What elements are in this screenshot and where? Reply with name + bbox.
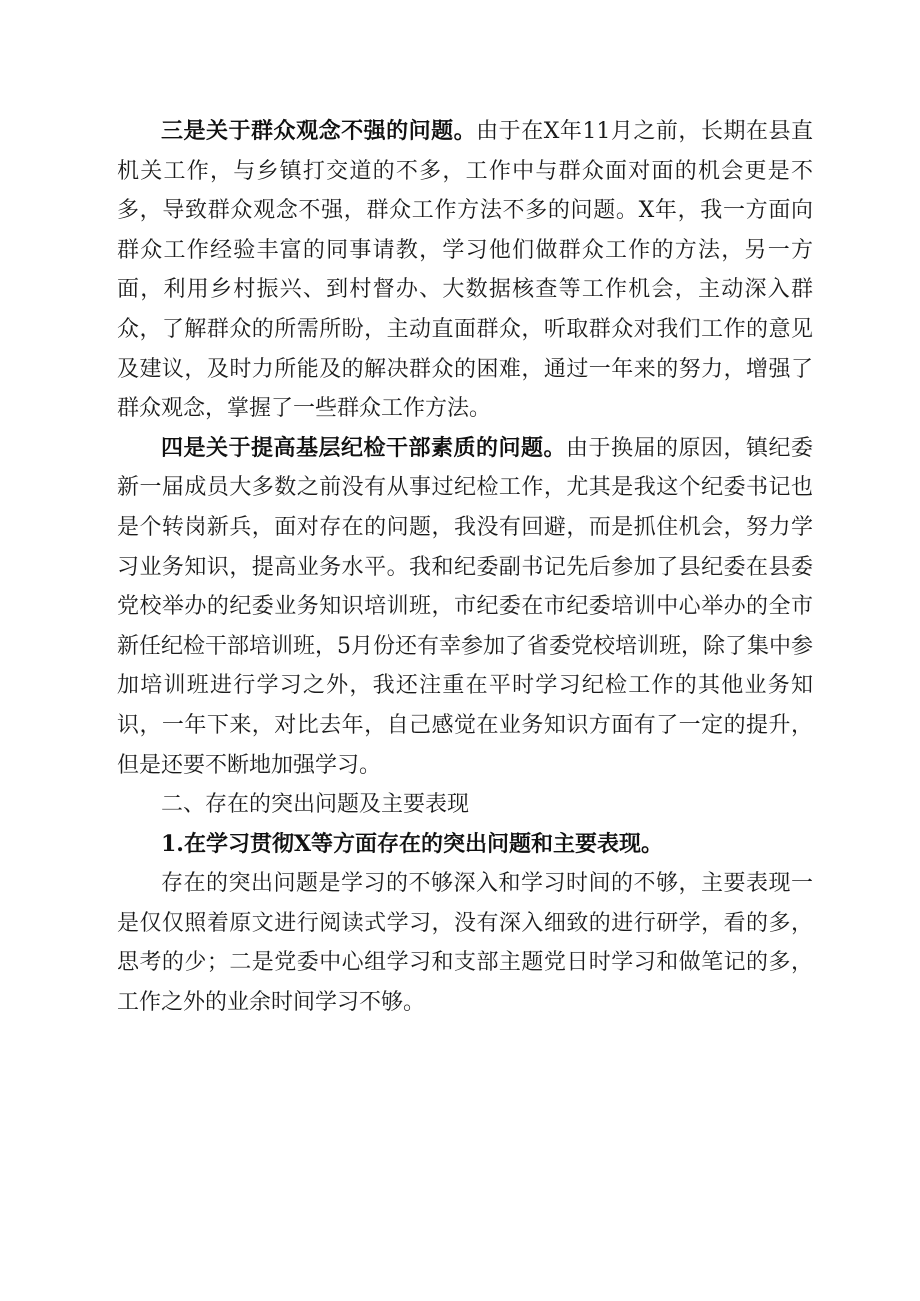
paragraph-cadre-quality (117, 429, 813, 785)
document-body (117, 112, 813, 1023)
paragraph-study-problems (117, 864, 813, 1022)
paragraph-text: 由于在X年11月之前，长期在县直机关工作，与乡镇打交道的不多，工作中与群众面对面的机会更是不多，导致群众观念不强，群众工作方法不多的问题。X年，我一方面向群众工作经验丰富的同事请教，学习他们做群众工作的方法，另一方面，利用乡村振兴、到村督办、大数据核查等工作机会，主动深入群众，了解群众的所需所盼，主动直面群众，听取群众对我们工作的意见及建议，及时力所能及的解决群众的困难，通过一年来的努力，增强了群众观念，掌握了一些群众工作方法。 (117, 119, 813, 422)
paragraph-text: 由于换届的原因，镇纪委新一届成员大多数之前没有从事过纪检工作，尤其是我这个纪委书记也是个转岗新兵，面对存在的问题，我没有回避，而是抓住机会，努力学习业务知识，提高业务水平。我和纪委副书记先后参加了县纪委在县委党校举办的纪委业务知识培训班，市纪委在市纪委培训中心举办的全市新任纪检干部培训班，5月份还有幸参加了省委党校培训班，除了集中参加培训班进行学习之外，我还注重在平时学习纪检工作的其他业务知识，一年下来，对比去年，自己感觉在业务知识方面有了一定的提升，但是还要不断地加强学习。 (117, 435, 813, 778)
subsection-heading: 1.在学习贯彻X等方面存在的突出问题和主要表现。 (161, 830, 664, 857)
paragraph-mass-awareness (117, 112, 813, 429)
paragraph-lead: 四是关于提高基层纪检干部素质的问题。 (161, 434, 566, 461)
paragraph-text: 存在的突出问题是学习的不够深入和学习时间的不够，主要表现一是仅仅照着原文进行阅读式学习，没有深入细致的进行研学，看的多，思考的少；二是党委中心组学习和支部主题党日时学习和做笔记的多，工作之外的业余时间学习不够。 (117, 871, 813, 1016)
paragraph-lead: 三是关于群众观念不强的问题。 (161, 118, 477, 144)
section-heading: 二、存在的突出问题及主要表现 (161, 792, 470, 818)
